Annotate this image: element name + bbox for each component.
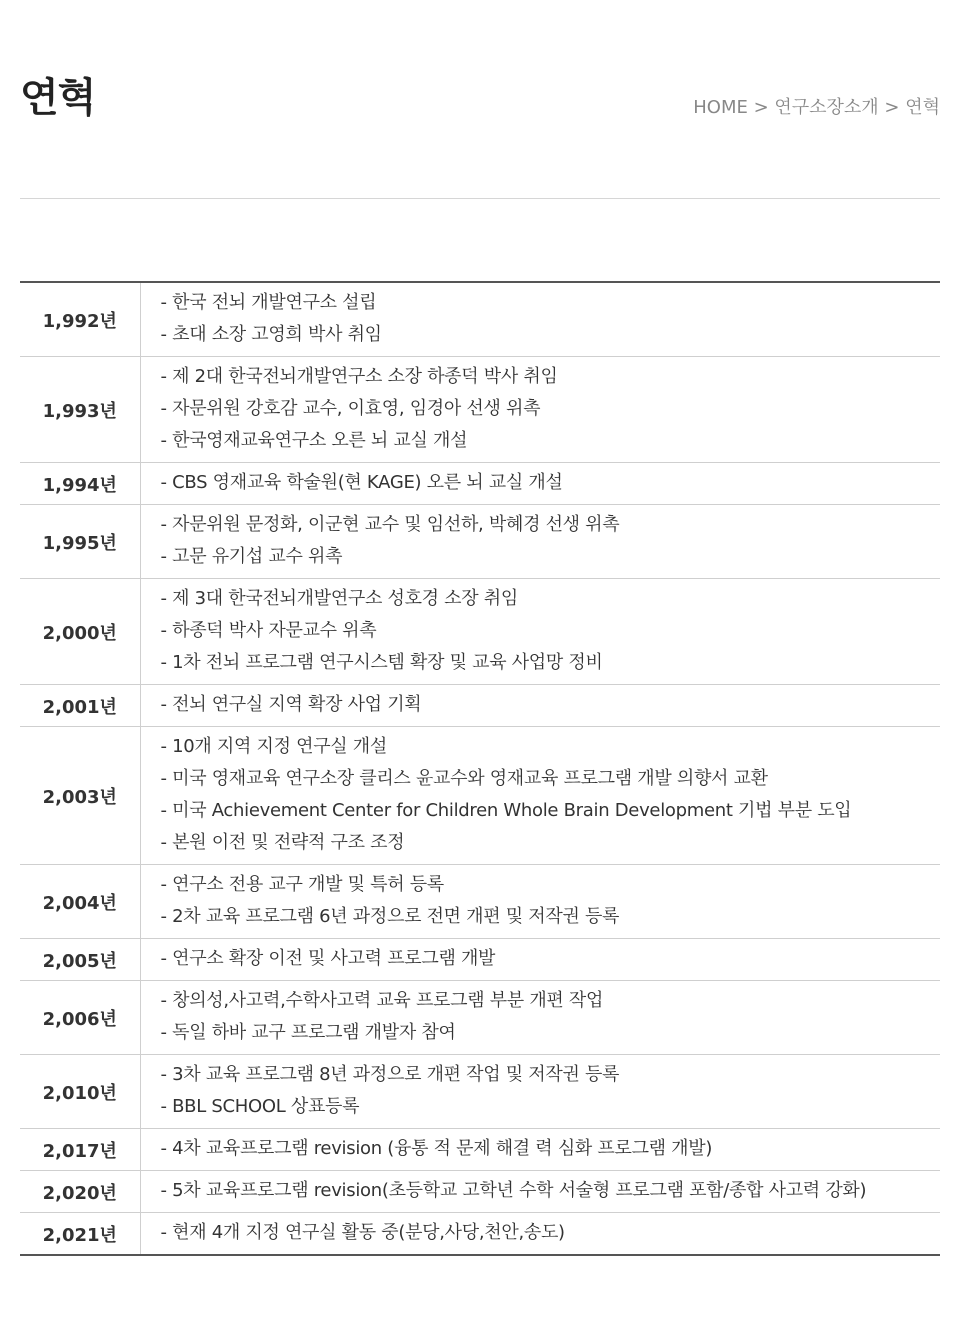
- history-events: [140, 282, 940, 357]
- history-events: [140, 1055, 940, 1129]
- history-event: - 현재 4개 지정 연구실 활동 중(분당,사당,천안,송도): [160, 1222, 565, 1243]
- history-row: [20, 1129, 940, 1171]
- history-year: 1,995년: [20, 505, 140, 579]
- history-events: [140, 1171, 940, 1213]
- history-row: [20, 865, 940, 939]
- history-event: - 창의성,사고력,수학사고력 교육 프로그램 부분 개편 작업: [160, 990, 604, 1011]
- history-table: [20, 281, 940, 1256]
- history-row: [20, 1213, 940, 1256]
- history-event: - 제 3대 한국전뇌개발연구소 성호경 소장 취임: [160, 588, 518, 609]
- history-row: [20, 282, 940, 357]
- history-year: 2,017년: [20, 1129, 140, 1171]
- title-divider: [20, 198, 940, 199]
- history-year: 1,994년: [20, 463, 140, 505]
- history-event: - 고문 유기섭 교수 위촉: [160, 546, 343, 567]
- history-event: - 연구소 확장 이전 및 사고력 프로그램 개발: [160, 948, 496, 969]
- history-event: - 연구소 전용 교구 개발 및 특허 등록: [160, 874, 444, 895]
- history-event: - 제 2대 한국전뇌개발연구소 소장 하종덕 박사 취임: [160, 366, 558, 387]
- history-row: [20, 463, 940, 505]
- history-event: - 2차 교육 프로그램 6년 과정으로 전면 개편 및 저작권 등록: [160, 906, 620, 927]
- history-year: 1,992년: [20, 282, 140, 357]
- history-event: - 자문위원 문정화, 이군현 교수 및 임선하, 박혜경 선생 위촉: [160, 514, 620, 535]
- history-year: 2,001년: [20, 685, 140, 727]
- history-row: [20, 505, 940, 579]
- history-events: [140, 505, 940, 579]
- history-year: 2,010년: [20, 1055, 140, 1129]
- history-event: - 초대 소장 고영희 박사 취임: [160, 324, 382, 345]
- history-events: [140, 357, 940, 463]
- history-events: [140, 1129, 940, 1171]
- history-event: - 독일 하바 교구 프로그램 개발자 참여: [160, 1022, 456, 1043]
- history-row: [20, 727, 940, 865]
- history-year: 2,004년: [20, 865, 140, 939]
- history-table-body: [20, 282, 940, 1255]
- history-events: [140, 579, 940, 685]
- history-year: 2,021년: [20, 1213, 140, 1256]
- history-event: - 한국영재교육연구소 오른 뇌 교실 개설: [160, 430, 468, 451]
- history-row: [20, 357, 940, 463]
- history-events: [140, 981, 940, 1055]
- history-event: - 전뇌 연구실 지역 확장 사업 기획: [160, 694, 422, 715]
- history-event: - 미국 영재교육 연구소장 클리스 윤교수와 영재교육 프로그램 개발 의향서 교환: [160, 768, 768, 789]
- history-event: - 3차 교육 프로그램 8년 과정으로 개편 작업 및 저작권 등록: [160, 1064, 620, 1085]
- history-row: [20, 579, 940, 685]
- history-year: 2,003년: [20, 727, 140, 865]
- history-year: 1,993년: [20, 357, 140, 463]
- history-event: - 자문위원 강호감 교수, 이효영, 임경아 선생 위촉: [160, 398, 541, 419]
- history-row: [20, 685, 940, 727]
- history-events: [140, 939, 940, 981]
- history-event: - 10개 지역 지정 연구실 개설: [160, 736, 387, 757]
- history-event: - BBL SCHOOL 상표등록: [160, 1096, 360, 1117]
- history-event: - 본원 이전 및 전략적 구조 조정: [160, 832, 405, 853]
- history-row: [20, 981, 940, 1055]
- history-event: - 1차 전뇌 프로그램 연구시스템 확장 및 교육 사업망 정비: [160, 652, 603, 673]
- history-year: 2,005년: [20, 939, 140, 981]
- history-event: - 한국 전뇌 개발연구소 설립: [160, 292, 377, 313]
- history-events: [140, 727, 940, 865]
- history-event: - CBS 영재교육 학술원(현 KAGE) 오른 뇌 교실 개설: [160, 472, 563, 493]
- history-events: [140, 865, 940, 939]
- history-event: - 미국 Achievement Center for Children Whole Brain Development 기법 부분 도입: [160, 800, 852, 821]
- history-events: [140, 1213, 940, 1256]
- history-year: 2,006년: [20, 981, 140, 1055]
- history-year: 2,020년: [20, 1171, 140, 1213]
- page-title: 연혁: [20, 75, 96, 121]
- breadcrumb: HOME > 연구소장소개 > 연혁: [693, 97, 940, 118]
- history-row: [20, 1171, 940, 1213]
- history-event: - 5차 교육프로그램 revision(초등학교 고학년 수학 서술형 프로그램 포함/종합 사고력 강화): [160, 1180, 867, 1201]
- history-event: - 하종덕 박사 자문교수 위촉: [160, 620, 377, 641]
- history-event: - 4차 교육프로그램 revision (융통 적 문제 해결 력 심화 프로그램 개발): [160, 1138, 713, 1159]
- history-year: 2,000년: [20, 579, 140, 685]
- history-row: [20, 1055, 940, 1129]
- history-row: [20, 939, 940, 981]
- history-events: [140, 463, 940, 505]
- history-events: [140, 685, 940, 727]
